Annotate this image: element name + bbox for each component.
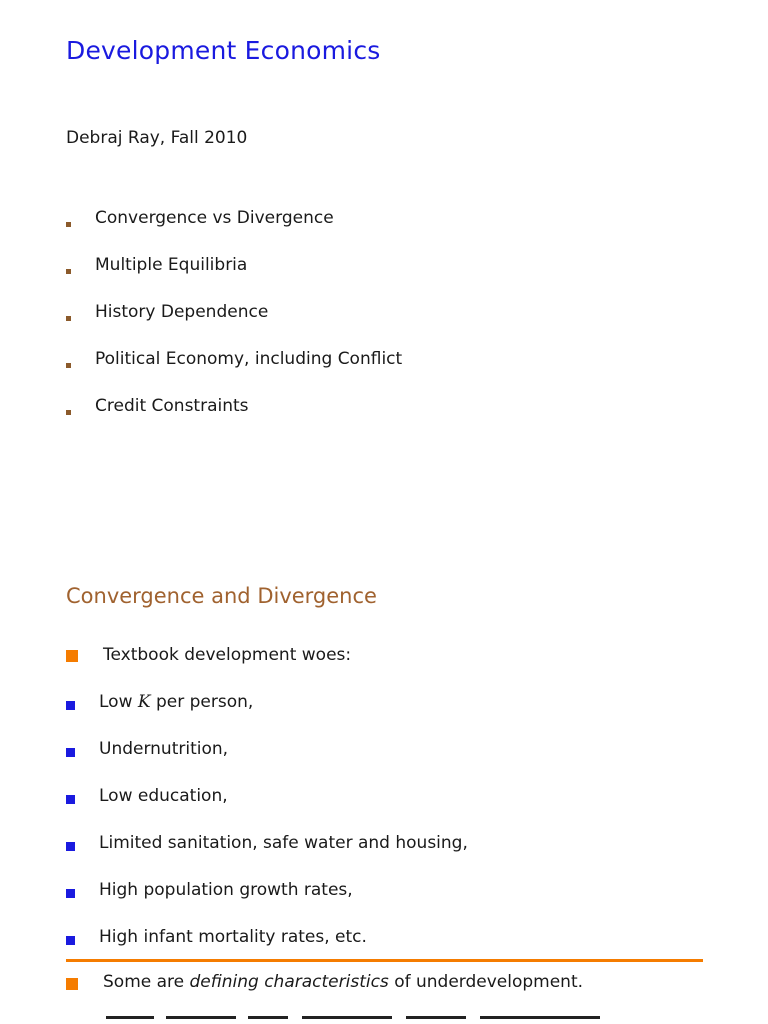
- clipped-fragment: [248, 1016, 288, 1019]
- square-bullet-icon: [66, 316, 71, 321]
- woe-item: Undernutrition,: [99, 739, 229, 759]
- topic-label: Multiple Equilibria: [95, 255, 248, 275]
- woe-item: Limited sanitation, safe water and housing,: [99, 833, 468, 853]
- clipped-fragment: [166, 1016, 236, 1019]
- blue-square-bullet-icon: [66, 748, 75, 757]
- defining-emphasis: defining characteristics: [189, 972, 389, 992]
- blue-square-bullet-icon: [66, 842, 75, 851]
- square-bullet-icon: [66, 269, 71, 274]
- blue-square-bullet-icon: [66, 701, 75, 710]
- capital-symbol: K: [137, 692, 151, 712]
- author-line: Debraj Ray, Fall 2010: [66, 128, 248, 148]
- blue-square-bullet-icon: [66, 936, 75, 945]
- topic-label: Convergence vs Divergence: [95, 208, 334, 228]
- woe-low-k-suffix: per person,: [150, 692, 254, 712]
- topic-label: Credit Constraints: [95, 396, 249, 416]
- square-bullet-icon: [66, 222, 71, 227]
- clipped-fragment: [302, 1016, 392, 1019]
- defining-line: [103, 972, 583, 992]
- woe-item: Low education,: [99, 786, 228, 806]
- woe-item: High infant mortality rates, etc.: [99, 927, 367, 947]
- slide-title: Development Economics: [66, 36, 381, 65]
- divider: [66, 959, 703, 962]
- blue-square-bullet-icon: [66, 889, 75, 898]
- defining-suffix: of underdevelopment.: [388, 972, 584, 992]
- woe-item: High population growth rates,: [99, 880, 353, 900]
- clipped-fragment: [480, 1016, 600, 1019]
- woe-low-k: [99, 692, 253, 712]
- clipped-fragment: [406, 1016, 466, 1019]
- orange-square-bullet-icon: [66, 978, 78, 990]
- clipped-fragment: [106, 1016, 154, 1019]
- blue-square-bullet-icon: [66, 795, 75, 804]
- square-bullet-icon: [66, 410, 71, 415]
- topic-label: History Dependence: [95, 302, 269, 322]
- section-title: Convergence and Divergence: [66, 584, 377, 608]
- woe-low-k-prefix: Low: [99, 692, 138, 712]
- woes-intro: Textbook development woes:: [103, 645, 352, 665]
- square-bullet-icon: [66, 363, 71, 368]
- clipped-text-line: [66, 1016, 626, 1024]
- orange-square-bullet-icon: [66, 650, 78, 662]
- defining-prefix: Some are: [103, 972, 190, 992]
- topic-label: Political Economy, including Conflict: [95, 349, 403, 369]
